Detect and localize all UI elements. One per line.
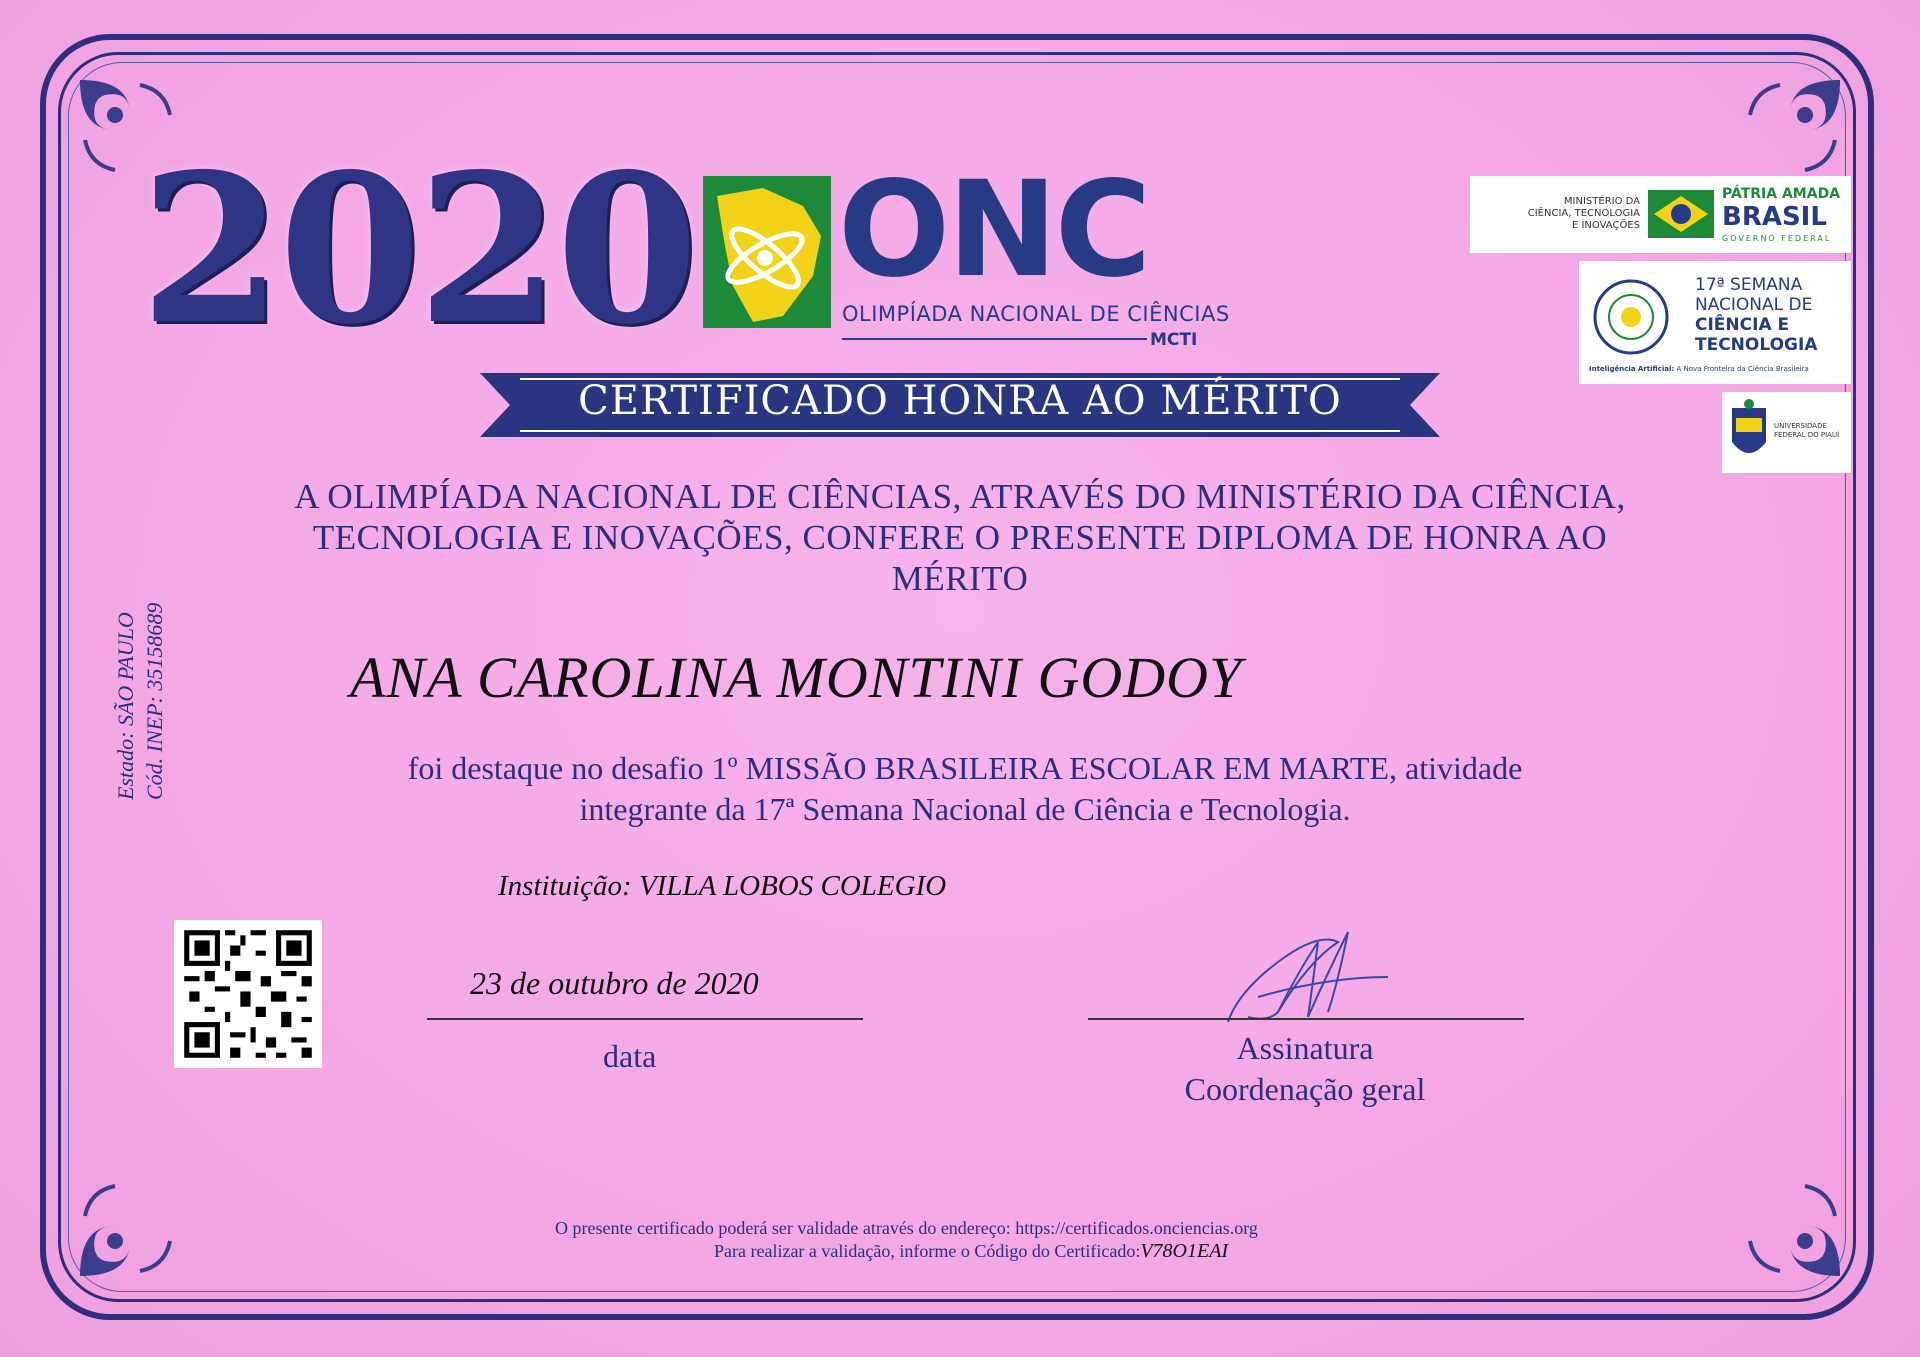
onc-acronym: ONC xyxy=(838,153,1149,307)
ministry-line: MINISTÉRIO DA xyxy=(1563,196,1640,207)
signature-label-line: Assinatura xyxy=(1236,1030,1374,1066)
snct-line: 17ª SEMANA xyxy=(1695,275,1803,295)
snct-tagline xyxy=(1589,365,1809,373)
ministry-logo xyxy=(1470,176,1851,253)
state-text: Estado: SÃO PAULO xyxy=(113,612,138,800)
recipient-name: ANA CAROLINA MONTINI GODOY xyxy=(350,645,1243,710)
description-line: foi destaque no desafio 1º MISSÃO BRASILEIRA ESCOLAR EM MARTE, atividade xyxy=(407,750,1523,786)
onc-brazil-atom-icon xyxy=(703,176,831,328)
snct-logo-text xyxy=(1695,275,1817,355)
description-line: integrante da 17ª Semana Nacional de Ciência e Tecnologia. xyxy=(579,791,1351,827)
date-line xyxy=(427,1018,863,1020)
certificate-code: V78O1EAI xyxy=(1140,1240,1229,1262)
institution: Instituição: VILLA LOBOS COLEGIO xyxy=(498,870,947,902)
signature-label xyxy=(1120,1028,1490,1110)
ufpi-line: UNIVERSIDADE xyxy=(1774,422,1827,430)
ufpi-logo xyxy=(1722,392,1851,473)
snct-brain-icon xyxy=(1589,275,1673,359)
validation-text: O presente certificado poderá ser validade através do endereço: https://certificados.onciencias.org xyxy=(555,1218,1258,1238)
date-label: data xyxy=(603,1038,657,1074)
intro-line: TECNOLOGIA E INOVAÇÕES, CONFERE O PRESENTE DIPLOMA DE HONRA AO xyxy=(312,518,1608,557)
description-text xyxy=(300,748,1630,830)
onc-subtitle: OLIMPÍADA NACIONAL DE CIÊNCIAS xyxy=(842,302,1230,326)
intro-text xyxy=(270,476,1650,599)
validation-code-label: Para realizar a validação, informe o Código do Certificado: xyxy=(714,1241,1141,1261)
snct-logo xyxy=(1579,261,1851,384)
ministry-logo-text xyxy=(1490,196,1640,232)
snct-line: CIÊNCIA E xyxy=(1695,315,1790,335)
ufpi-crest-icon xyxy=(1728,398,1770,466)
validation-code-line xyxy=(714,1240,1228,1263)
patria-line-2: BRASIL xyxy=(1722,202,1827,232)
snct-tagline-text: A Nova Fronteira da Ciência Brasileira xyxy=(1674,365,1809,373)
certificate-year: 2020 xyxy=(140,130,695,370)
issue-date: 23 de outubro de 2020 xyxy=(470,965,759,1001)
side-info xyxy=(108,570,168,800)
snct-line: TECNOLOGIA xyxy=(1695,335,1818,355)
ministry-line: E INOVAÇÕES xyxy=(1571,220,1640,231)
onc-underline xyxy=(842,338,1147,340)
intro-line: MÉRITO xyxy=(891,559,1029,598)
patria-line-3: GOVERNO FEDERAL xyxy=(1722,234,1832,243)
corner-ornament-icon xyxy=(1730,70,1850,190)
qr-code-icon xyxy=(174,920,322,1068)
snct-tagline-bold: Inteligência Artificial: xyxy=(1589,365,1675,373)
ufpi-line: FEDERAL DO PIAUÍ xyxy=(1774,431,1840,439)
corner-ornament-icon xyxy=(1730,1166,1850,1286)
qr-code[interactable] xyxy=(174,920,322,1068)
corner-ornament-icon xyxy=(70,1166,190,1286)
ministry-line: CIÊNCIA, TECNOLOGIA xyxy=(1527,208,1640,219)
certificate-title: CERTIFICADO HONRA AO MÉRITO xyxy=(578,378,1342,424)
signature-label-line: Coordenação geral xyxy=(1184,1071,1426,1107)
brazil-flag-icon xyxy=(1648,190,1714,238)
signature-line xyxy=(1088,1018,1524,1020)
signature-image xyxy=(1218,922,1398,1032)
onc-tag: MCTI xyxy=(1150,330,1198,350)
inep-code-text: Cód. INEP: 35158689 xyxy=(142,602,167,800)
snct-line: NACIONAL DE xyxy=(1695,295,1813,315)
intro-line: A OLIMPÍADA NACIONAL DE CIÊNCIAS, ATRAVÉS DO MINISTÉRIO DA CIÊNCIA, xyxy=(294,477,1626,516)
patria-line-1: PÁTRIA AMADA xyxy=(1722,186,1841,202)
ufpi-logo-text xyxy=(1774,422,1839,440)
